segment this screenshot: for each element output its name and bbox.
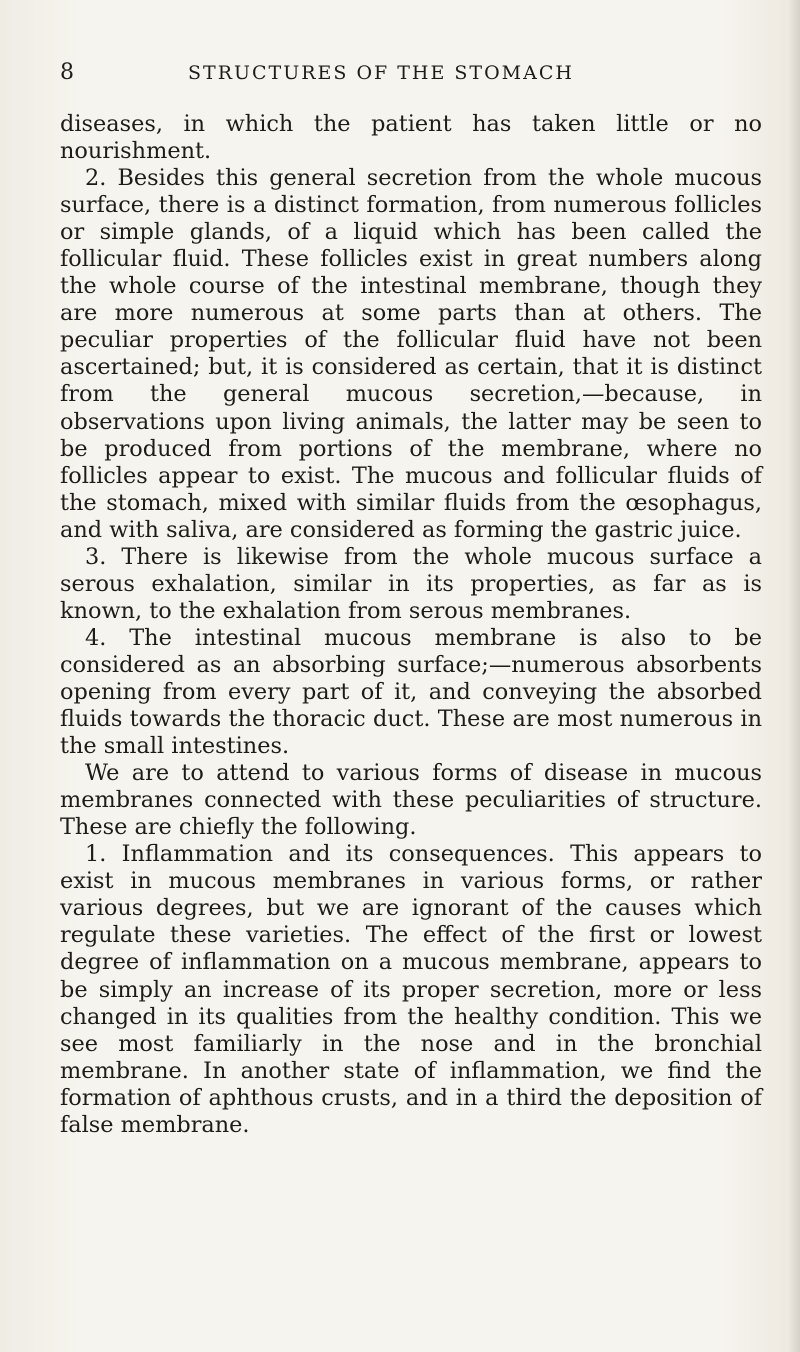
paragraph-4-absorbing-surface: 4. The intestinal mucous membrane is also to be considered as an absorbing surface;—numerous absorbents opening from every part of it, and conveying the absorbed fluids towards the thoracic duct. These are most numerous in the small intestines.: [60, 624, 762, 760]
paragraph-continued: diseases, in which the patient has taken little or no nourishment.: [60, 111, 762, 165]
running-title: STRUCTURES OF THE STOMACH: [188, 62, 574, 84]
paragraph-2-follicular-fluid: 2. Besides this general secretion from the whole mucous surface, there is a distinct formation, from numerous follicles or simple glands, of a liquid which has been called the follicular fluid. These follicles exist in great numbers along the whole course of the intestinal membrane, though they are more numerous at some parts than at others. The peculiar properties of the follicular fluid have not been ascertained; but, it is considered as certain, that it is distinct from the general mucous secretion,—because, in observations upon living animals, the latter may be seen to be produced from portions of the membrane, where no follicles appear to exist. The mucous and follicular fluids of the stomach, mixed with similar fluids from the œsophagus, and with saliva, are considered as forming the gastric juice.: [60, 165, 762, 543]
paragraph-forms-of-disease: We are to attend to various forms of disease in mucous membranes connected with these peculiarities of structure. These are chiefly the following.: [60, 760, 762, 841]
paragraph-3-serous-exhalation: 3. There is likewise from the whole mucous surface a serous exhalation, similar in its properties, as far as is known, to the exhalation from serous membranes.: [60, 543, 762, 624]
body-text: [60, 111, 762, 1139]
paragraph-1-inflammation: 1. Inflammation and its consequences. This appears to exist in mucous membranes in various forms, or rather various degrees, but we are ignorant of the causes which regulate these varieties. The effect of the first or lowest degree of inflammation on a mucous membrane, appears to be simply an increase of its proper secretion, more or less changed in its qualities from the healthy condition. This we see most familiarly in the nose and in the bronchial membrane. In another state of inflammation, we find the formation of aphthous crusts, and in a third the deposition of false membrane.: [60, 841, 762, 1138]
page-number: 8: [60, 60, 75, 85]
page-header: [60, 60, 760, 100]
page-edge-shadow: [788, 0, 800, 1352]
